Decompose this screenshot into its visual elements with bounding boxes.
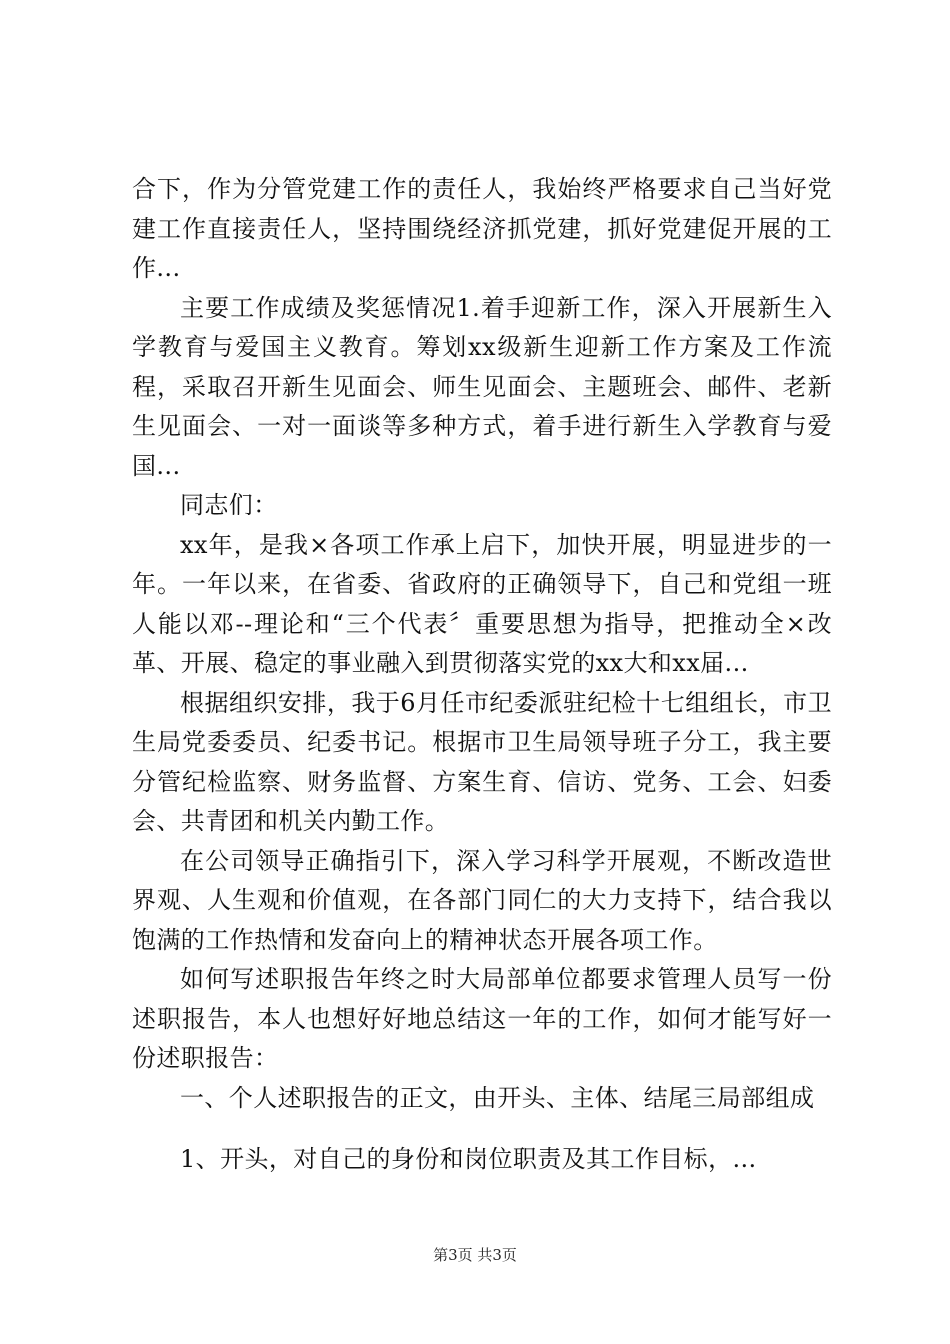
paragraph-work-achievements: 主要工作成绩及奖惩情况1.着手迎新工作，深入开展新生入学教育与爱国主义教育。筹划xx级新生迎新工作方案及工作流程，采取召开新生见面会、师生见面会、主题班会、邮件、老新生见面会、一对一面谈等多种方式，着手进行新生入学教育与爱国... [132,293,832,480]
paragraph-section-heading: 一、个人述职报告的正文，由开头、主体、结尾三局部组成 [180,1083,815,1112]
paragraph-opening-item: 1、开头，对自己的身份和岗位职责及其工作目标，... [180,1145,757,1173]
page-number-footer: 第3页 共3页 [433,1246,517,1264]
paragraph-appointment: 根据组织安排，我于6月任市纪委派驻纪检十七组组长，市卫生局党委委员、纪委书记。根据市卫生局领导班子分工，我主要分管纪检监察、财务监督、方案生育、信访、党务、工会、妇委会、共青团和机关内勤工作。 [132,688,832,835]
paragraph-salutation: 同志们： [180,491,278,519]
paragraph-how-to-write: 如何写述职报告年终之时大局部单位都要求管理人员写一份述职报告，本人也想好好地总结这一年的工作，如何才能写好一份述职报告： [132,965,832,1072]
document-body [132,170,832,1180]
paragraph-continuation: 合下，作为分管党建工作的责任人，我始终严格要求自己当好党建工作直接责任人，坚持围绕经济抓党建，抓好党建促开展的工作... [132,175,832,282]
paragraph-company-guidance: 在公司领导正确指引下，深入学习科学开展观，不断改造世界观、人生观和价值观，在各部门同仁的大力支持下，结合我以饱满的工作热情和发奋向上的精神状态开展各项工作。 [132,846,832,954]
paragraph-annual-review: xx年，是我×各项工作承上启下，加快开展，明显进步的一年。一年以来，在省委、省政府的正确领导下，自己和党组一班人能以邓--理论和“三个代表〞重要思想为指导，把推动全×改革、开展、稳定的事业融入到贯彻落实党的xx大和xx届... [132,530,832,677]
